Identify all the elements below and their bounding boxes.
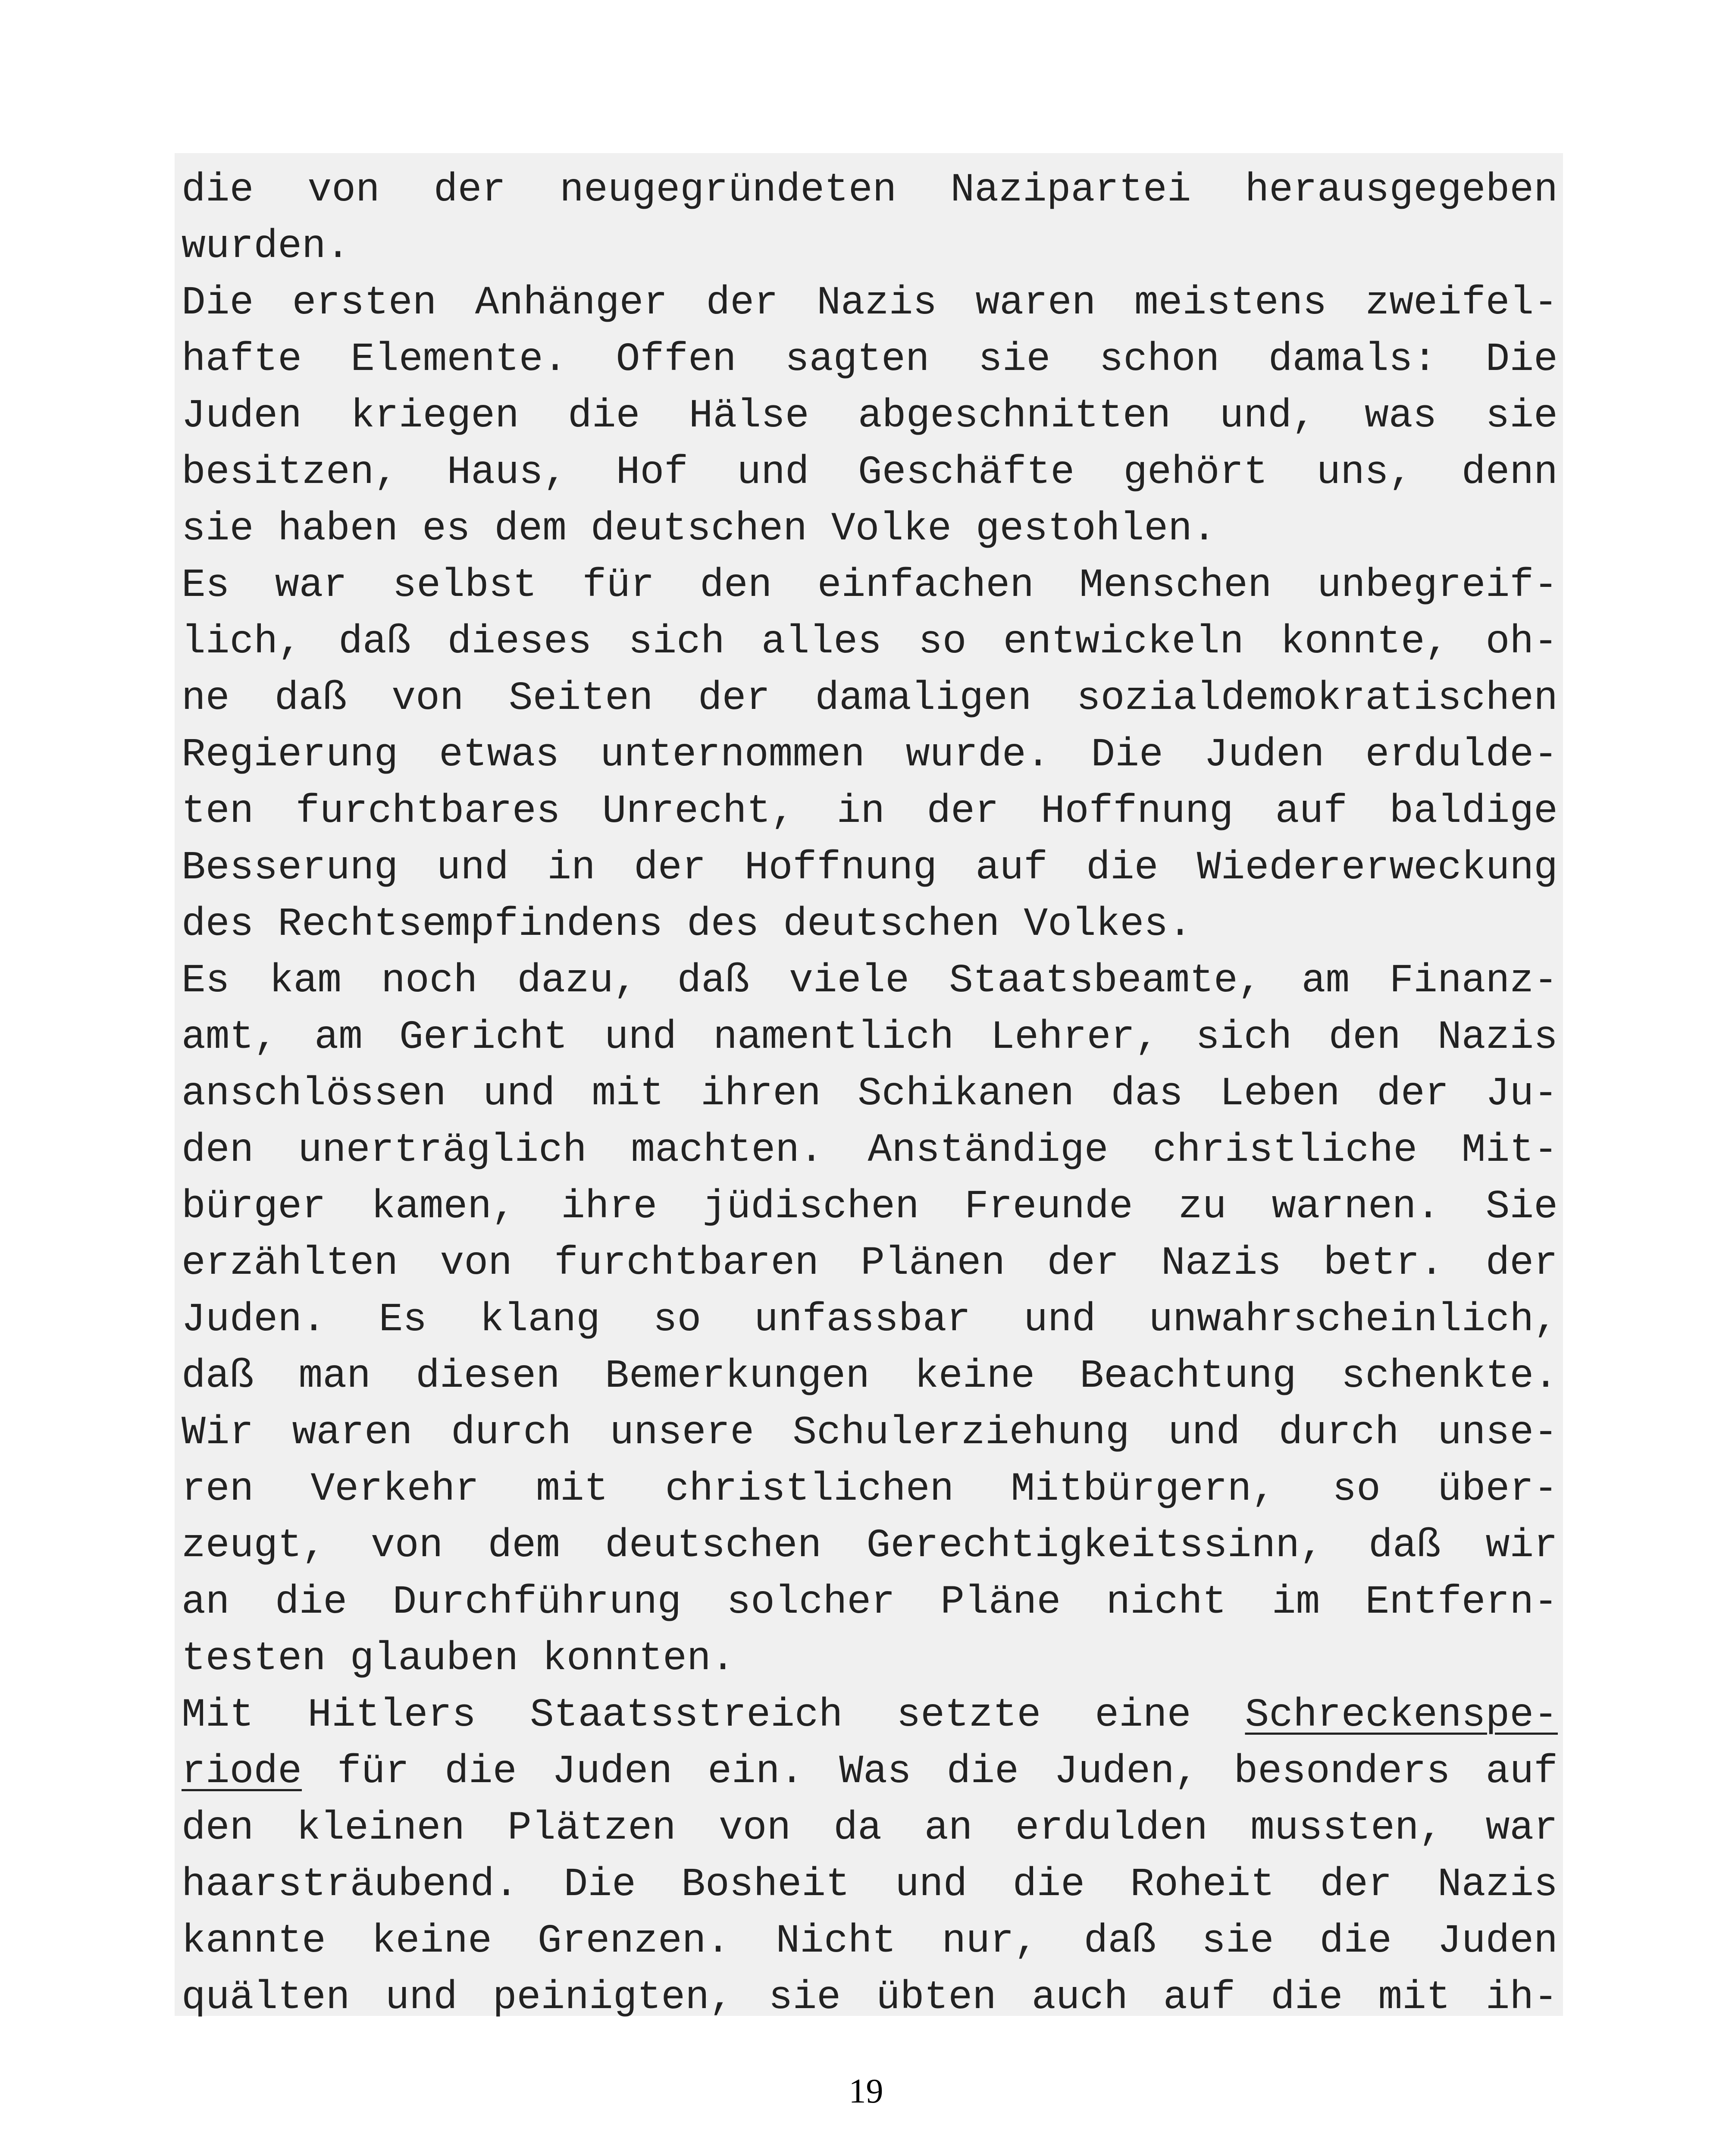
text-line: lich, daß dieses sich alles so entwickeln konnte, oh-: [182, 619, 1558, 664]
underlined-word: riode: [182, 1749, 302, 1794]
document-text-block: [175, 153, 1563, 2020]
text-line-with-underline: [182, 1743, 1558, 1800]
text-line: Die ersten Anhänger der Nazis waren meistens zweifel-: [182, 280, 1558, 326]
text-line: an die Durchführung solcher Pläne nicht im Entfern-: [182, 1579, 1558, 1625]
text-segment: für die Juden ein. Was die Juden, besonders auf: [302, 1749, 1558, 1794]
text-line: erzählten von furchtbaren Plänen der Nazis betr. der: [182, 1241, 1558, 1286]
text-line: zeugt, von dem deutschen Gerechtigkeitssinn, daß wir: [182, 1523, 1558, 1568]
text-line: Besserung und in der Hoffnung auf die Wiedererweckung: [182, 845, 1558, 890]
text-line: Wir waren durch unsere Schulerziehung und durch unse-: [182, 1410, 1558, 1455]
text-line: Es kam noch dazu, daß viele Staatsbeamte, am Finanz-: [182, 958, 1558, 1003]
underlined-word: Schreckenspe-: [1245, 1692, 1558, 1738]
page-number: 19: [849, 2072, 883, 2110]
text-line-with-underline: [182, 1687, 1558, 1743]
text-line: ren Verkehr mit christlichen Mitbürgern, so über-: [182, 1467, 1558, 1512]
text-line: Juden kriegen die Hälse abgeschnitten und, was sie: [182, 393, 1558, 439]
text-line: bürger kamen, ihre jüdischen Freunde zu warnen. Sie: [182, 1184, 1558, 1229]
text-line: wurden.: [182, 224, 350, 269]
text-line: anschlössen und mit ihren Schikanen das Leben der Ju-: [182, 1071, 1558, 1116]
text-line: des Rechtsempfindens des deutschen Volkes.: [182, 902, 1192, 947]
text-line: Juden. Es klang so unfassbar und unwahrscheinlich,: [182, 1297, 1558, 1342]
text-line: ten furchtbares Unrecht, in der Hoffnung auf baldige: [182, 789, 1558, 834]
text-line: sie haben es dem deutschen Volke gestohlen.: [182, 506, 1216, 552]
text-line: ne daß von Seiten der damaligen sozialdemokratischen: [182, 676, 1558, 721]
text-line: haarsträubend. Die Bosheit und die Roheit der Nazis: [182, 1862, 1558, 1907]
text-line: daß man diesen Bemerkungen keine Beachtung schenkte.: [182, 1354, 1558, 1399]
text-line: testen glauben konnten.: [182, 1636, 735, 1681]
text-segment: Mit Hitlers Staatsstreich setzte eine: [182, 1692, 1245, 1738]
text-line: Es war selbst für den einfachen Menschen unbegreif-: [182, 563, 1558, 608]
text-line: den kleinen Plätzen von da an erdulden mussten, war: [182, 1805, 1558, 1851]
text-line: quälten und peinigten, sie übten auch auf die mit ih-: [182, 1975, 1558, 2020]
text-line: amt, am Gericht und namentlich Lehrer, sich den Nazis: [182, 1015, 1558, 1060]
text-line: besitzen, Haus, Hof und Geschäfte gehört uns, denn: [182, 450, 1558, 495]
text-line: kannte keine Grenzen. Nicht nur, daß sie die Juden: [182, 1918, 1558, 1964]
text-line: die von der neugegründeten Nazipartei herausgegeben: [182, 167, 1558, 213]
text-line: hafte Elemente. Offen sagten sie schon damals: Die: [182, 337, 1558, 382]
text-line: den unerträglich machten. Anständige christliche Mit-: [182, 1128, 1558, 1173]
text-line: Regierung etwas unternommen wurde. Die Juden erdulde-: [182, 732, 1558, 777]
